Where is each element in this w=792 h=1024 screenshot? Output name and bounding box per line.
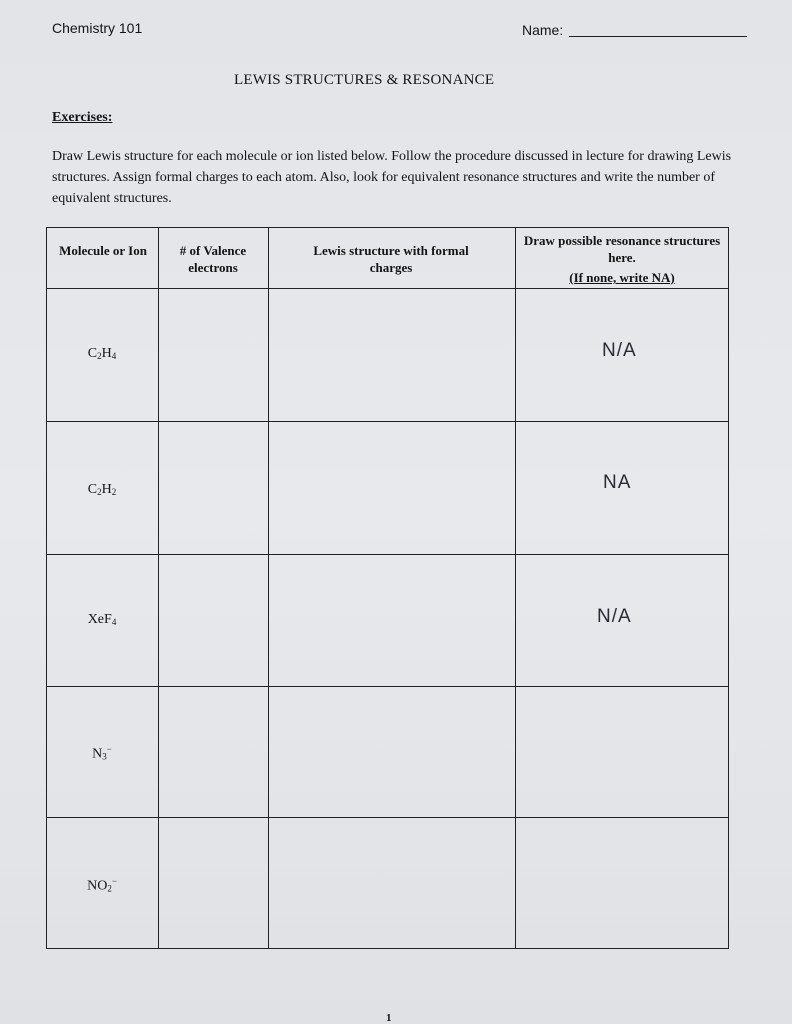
resonance-answer: NA [603,472,632,493]
table-border-bottom [46,948,729,949]
column-divider [268,227,269,949]
column-divider [158,227,159,949]
column-divider [515,227,516,949]
course-title: Chemistry 101 [52,20,143,36]
molecule-label: XeF$_4$ [87,612,117,627]
header-lewis-structure: Lewis structure with formal charges [313,243,469,275]
molecule-label: $NO_2^-$ [87,876,117,894]
row-divider [46,554,729,555]
instructions-text: Draw Lewis structure for each molecule or ion listed below. Follow the procedure discussed in lecture for drawing Lewis structures. Assign formal charges to each atom. Also, look for equivalent resonance structures and write the number of equivalent structures. [52,149,732,206]
row-divider [46,817,729,818]
resonance-answer: N/A [597,606,632,627]
header-divider [46,288,729,289]
header-valence-electrons: # of Valence electrons [179,243,247,275]
worksheet-title: LEWIS STRUCTURES & RESONANCE [234,72,495,88]
row-divider [46,421,729,422]
header-molecule: Molecule or Ion [59,243,147,258]
molecule-label: $C_2H_4$ [87,346,117,361]
table-border-top [46,227,729,228]
row-divider [46,686,729,687]
molecule-label: $N_3^-$ [92,744,112,762]
table-border-right [728,227,729,949]
molecule-label: $C_2H_2$ [87,482,117,497]
resonance-answer: N/A [602,340,637,361]
page-number: 1 [386,1012,392,1024]
name-blank-line [569,36,747,37]
name-label: Name: [522,22,564,38]
header-resonance-note: (If none, write NA) [569,270,675,285]
header-resonance: Draw possible resonance structures here. [523,233,721,265]
table-border-left [46,227,47,949]
exercises-heading: Exercises: [52,110,113,125]
